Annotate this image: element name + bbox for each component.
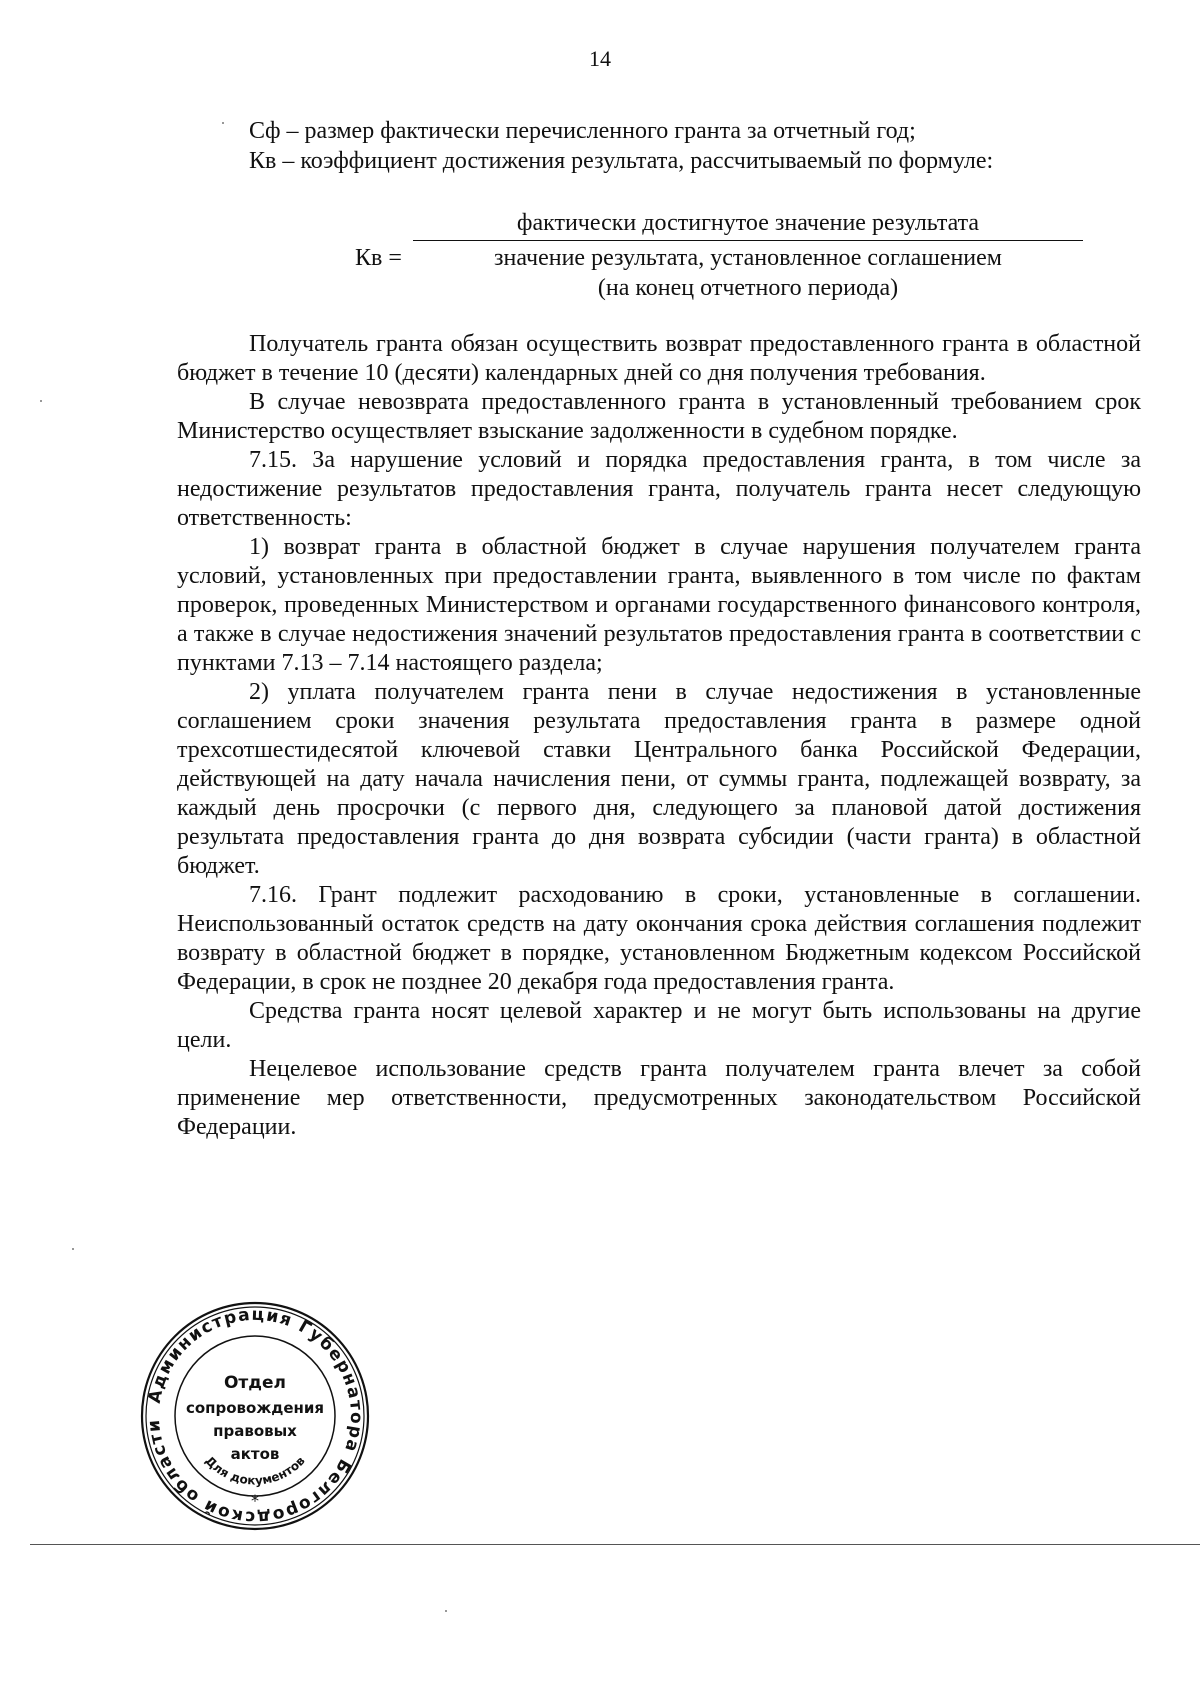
- scan-speck: [40, 400, 42, 402]
- formula-lhs: Кв =: [355, 245, 402, 271]
- paragraph-non-return: В случае невозврата предоставленного гранта в установленный требованием срок Министерство осуществляет взыскание задолженности в судебном порядке.: [177, 389, 1141, 444]
- formula-numerator: фактически достигнутое значение результата: [413, 208, 1083, 241]
- body-text: [177, 330, 1141, 1142]
- seal-line-3: правовых: [213, 1422, 297, 1440]
- formula: [0, 208, 1200, 308]
- paragraph-7-16: 7.16. Грант подлежит расходованию в сроки, установленные в соглашении. Неиспользованный остаток средств на дату окончания срока действия соглашения подлежит возврату в областной бюджет в порядке, установленном Бюджетным кодексом Российской Федерации, в срок не позднее 20 декабря года предоставления гранта.: [177, 882, 1141, 995]
- definition-kv: Кв – коэффициент достижения результата, рассчитываемый по формуле:: [249, 148, 994, 174]
- paragraph-item-2: 2) уплата получателем гранта пени в случае недостижения в установленные соглашением сроки значения результата предоставления гранта в размере одной трехсотшестидесятой ключевой ставки Центрального банка Российской Федерации, действующей на дату начала начисления пени, от суммы гранта, подлежащей возврату, за каждый день просрочки (с первого дня, следующего за плановой датой достижения результата предоставления гранта до дня возврата субсидии (части гранта) в областной бюджет.: [177, 679, 1141, 879]
- paragraph-item-1: 1) возврат гранта в областной бюджет в случае нарушения получателем гранта условий, установленных при предоставлении гранта, выявленного в том числе по фактам проверок, проведенных Министерством и органами государственного финансового контроля, а также в случае недостижения значений результатов предоставления гранта в соответствии с пунктами 7.13 – 7.14 настоящего раздела;: [177, 534, 1141, 676]
- seal-line-1: Отдел: [223, 1373, 287, 1393]
- seal-line-2: сопровождения: [185, 1399, 325, 1417]
- formula-denominator: значение результата, установленное соглашением: [494, 245, 1002, 271]
- definitions: [249, 116, 1129, 176]
- paragraph-target-use: Средства гранта носят целевой характер и не могут быть использованы на другие цели.: [177, 998, 1141, 1053]
- definition-sf: Сф – размер фактически перечисленного гранта за отчетный год;: [249, 118, 916, 144]
- formula-period: (на конец отчетного периода): [597, 275, 899, 301]
- scan-speck: [72, 1248, 74, 1250]
- seal-bottom-text: Для документов: [202, 1453, 308, 1488]
- scan-speck: [445, 1610, 447, 1612]
- footer-divider: [30, 1544, 1200, 1545]
- page-number: 14: [589, 46, 611, 71]
- paragraph-misuse: Нецелевое использование средств гранта получателем гранта влечет за собой применение мер ответственности, предусмотренных законодательством Российской Федерации.: [177, 1056, 1141, 1140]
- seal-star-icon: *: [251, 1491, 259, 1510]
- paragraph-7-15: 7.15. За нарушение условий и порядка предоставления гранта, в том числе за недостижение результатов предоставления гранта, получатель гранта несет следующую ответственность:: [177, 447, 1141, 531]
- official-seal-stamp: [139, 1300, 371, 1532]
- scan-speck: [222, 122, 224, 124]
- seal-line-4: актов: [230, 1445, 280, 1463]
- seal-ring-text: Администрация Губернатора Белгородской области: [143, 1304, 367, 1528]
- paragraph-return-obligation: Получатель гранта обязан осуществить возврат предоставленного гранта в областной бюджет в течение 10 (десяти) календарных дней со дня получения требования.: [177, 331, 1141, 386]
